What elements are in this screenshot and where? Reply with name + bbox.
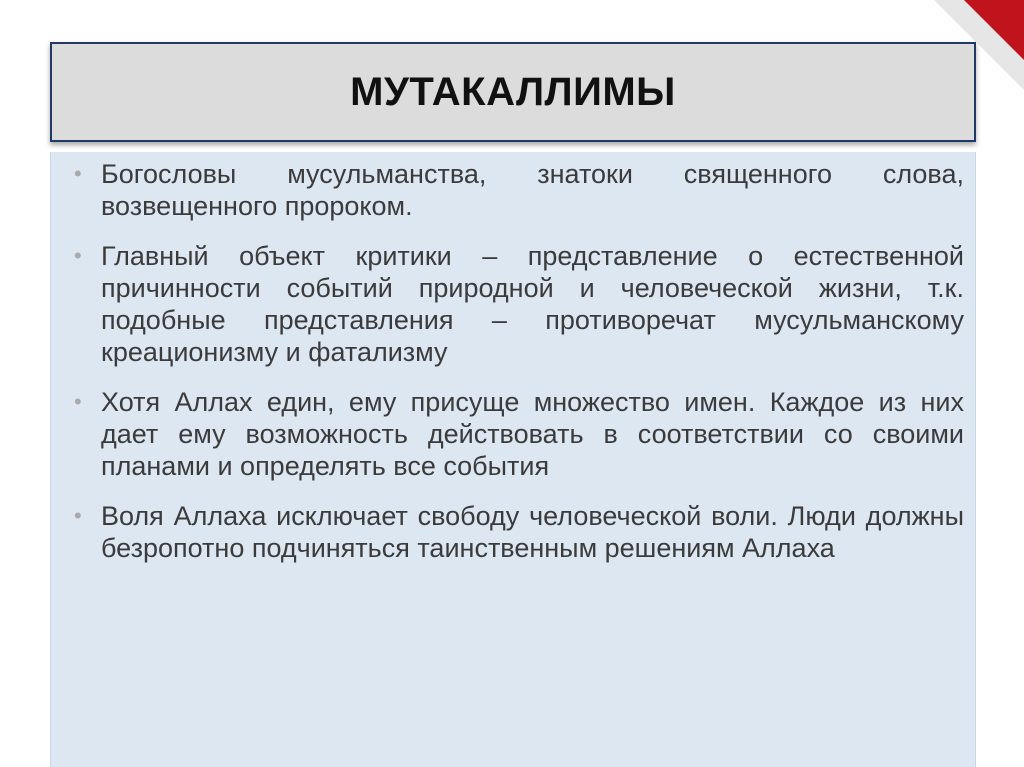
bullet-item — [72, 386, 964, 482]
bullet-text: Главный объект критики – представление о естественной причинности событий природной и человеческой жизни, т.к. подобные представления – противоречат мусульманскому креационизму и фатализму — [101, 241, 964, 367]
slide-title: МУТАКАЛЛИМЫ — [350, 69, 676, 114]
bullet-icon: • — [74, 389, 82, 414]
bullet-item — [72, 240, 964, 368]
bullet-text: Воля Аллаха исключает свободу человеческой воли. Люди должны безропотно подчиняться таинственным решениям Аллаха — [101, 501, 964, 563]
bullet-text: Хотя Аллах един, ему присуще множество имен. Каждое из них дает ему возможность действовать в соответствии со своими планами и определять все события — [101, 387, 964, 481]
bullet-item — [72, 500, 964, 564]
bullet-item — [72, 158, 964, 222]
bullet-icon: • — [74, 243, 82, 268]
bullet-list — [72, 158, 964, 582]
title-bar — [50, 42, 976, 142]
bullet-text: Богословы мусульманства, знатоки священного слова, возвещенного пророком. — [101, 159, 964, 221]
bullet-icon: • — [74, 161, 82, 186]
bullet-icon: • — [74, 503, 82, 528]
